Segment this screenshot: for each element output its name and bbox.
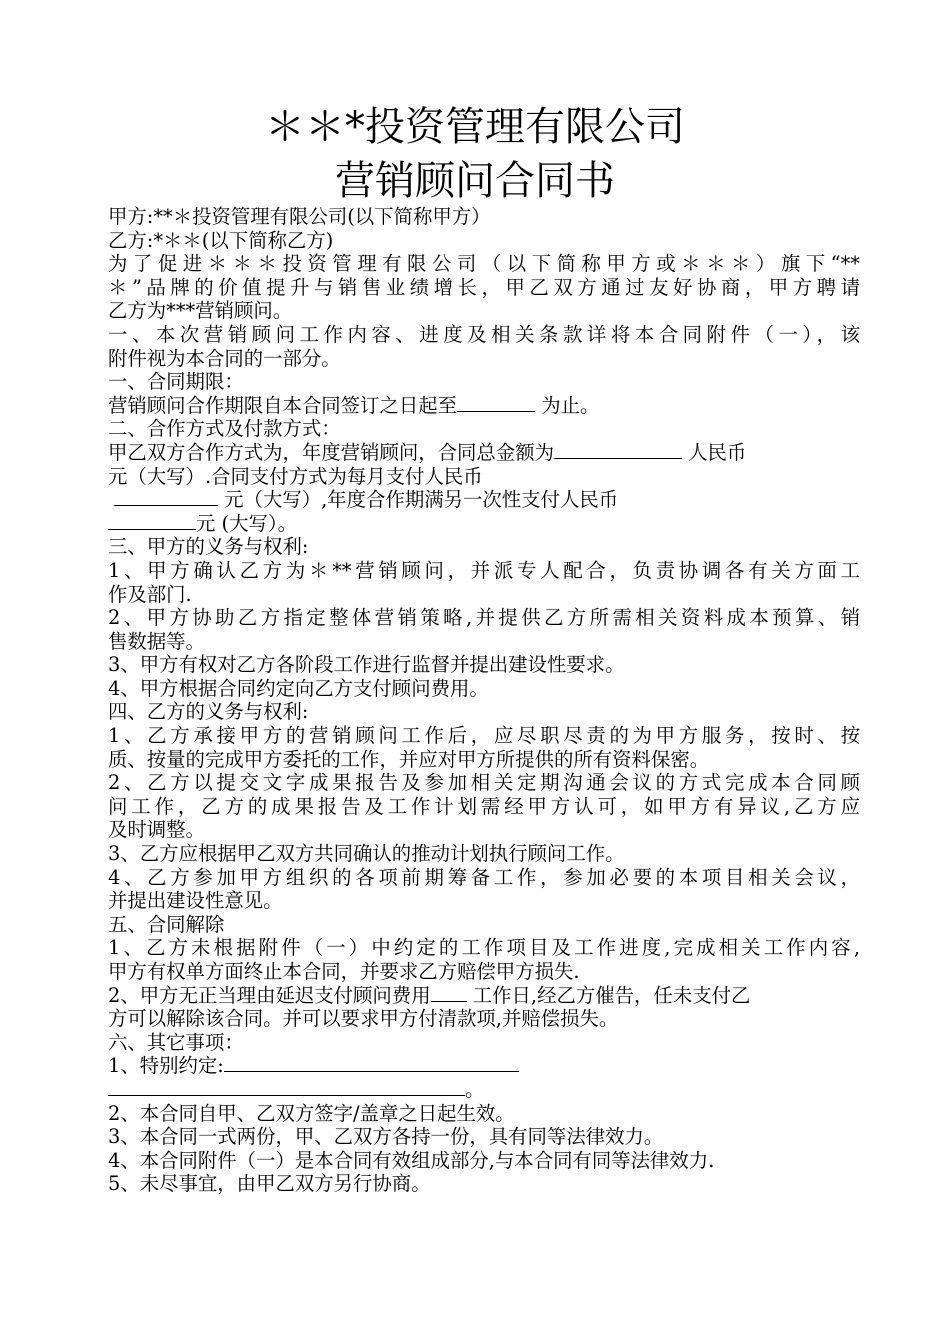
other-heading: 六、其它事项： (108, 1030, 244, 1054)
preamble-line: 乙方为***营销顾问。 (108, 299, 293, 323)
party-b-duty-line: 1、乙方承接甲方的营销顾问工作后，应尽职尽责的为甲方服务，按时、按 (108, 724, 860, 748)
term-heading: 一、合同期限： (108, 370, 244, 394)
payment-line (108, 488, 860, 512)
payment-text: 甲乙双方合作方式为，年度营销顾问，合同总金额为 (108, 440, 554, 464)
party-a-duty-line: 2、甲方协助乙方指定整体营销策略,并提供乙方所需相关资料成本预算、销 (108, 606, 860, 630)
contract-title: 营销顾问合同书 (335, 158, 615, 204)
party-a-duty-line: 1、甲方确认乙方为＊**营销顾问，并派专人配合，负责协调各有关方面工 (108, 558, 860, 582)
party-b-duty-line: 3、乙方应根据甲乙双方共同确认的推动计划执行顾问工作。 (108, 842, 625, 866)
payment-heading: 二、合作方式及付款方式： (108, 417, 341, 441)
term-text-end: 为止。 (535, 393, 600, 417)
monthly-amount-blank (114, 488, 218, 506)
party-a-duties-heading: 三、甲方的义务与权利: (108, 535, 309, 559)
special-agreement-blank (224, 1054, 519, 1072)
payment-text: 元 (大写）。 (196, 511, 297, 535)
other-item-line: 3、本合同一式两份，甲、乙双方各持一份，具有同等法律效力。 (108, 1125, 664, 1149)
other-item-line: 2、本合同自甲、乙双方签字/盖章之日起生效。 (108, 1101, 515, 1125)
party-a-duty-line: 3、甲方有权对乙方各阶段工作进行监督并提出建设性要求。 (108, 653, 625, 677)
special-agreement-line (108, 1054, 860, 1078)
intro-clause-line: 一、本次营销顾问工作内容、进度及相关条款详将本合同附件（一），该 (108, 322, 860, 346)
termination-line: 甲方有权单方面终止本合同，并要求乙方赔偿甲方损失. (108, 960, 580, 983)
special-agreement-blank (108, 1078, 465, 1096)
payment-line (108, 441, 860, 465)
total-amount-blank (554, 441, 682, 459)
termination-line: 1、乙方未根据附件（一）中约定的工作项目及工作进度,完成相关工作内容, (108, 936, 860, 960)
termination-text: 2、甲方无正当理由延迟支付顾问费用 (108, 983, 431, 1007)
party-b-duty-line: 及时调整。 (108, 818, 205, 842)
party-b-line: 乙方:*＊＊(以下简称乙方) (108, 228, 334, 252)
party-b-duty-line: 质、按量的完成甲方委托的工作，并应对甲方所提供的所有资料保密。 (108, 747, 710, 771)
party-a-line: 甲方:**＊投资管理有限公司(以下简称甲方） (108, 205, 491, 228)
payment-text: 元（大写）,年度合作期满另一次性支付人民币 (218, 488, 619, 512)
termination-text: 工作日,经乙方催告，任未支付乙 (466, 983, 751, 1007)
term-text: 营销顾问合作期限自本合同签订之日起至 (108, 393, 458, 417)
payment-line (108, 512, 860, 536)
intro-clause-line: 附件视为本合同的一部分。 (108, 346, 341, 370)
party-a-duty-line: 4、甲方根据合同约定向乙方支付顾问费用。 (108, 676, 489, 700)
payment-line: 元（大写）.合同支付方式为每月支付人民币 (108, 464, 483, 488)
term-end-date-blank (457, 394, 535, 412)
party-b-duty-line: 4、乙方参加甲方组织的各项前期筹备工作，参加必要的本项目相关会议， (108, 865, 860, 889)
company-title: ＊＊*投资管理有限公司 (265, 104, 685, 150)
contract-body (108, 205, 860, 1196)
party-b-duty-line: 并提出建设性意见。 (108, 889, 283, 913)
special-agreement-label: 1、特别约定: (108, 1054, 224, 1078)
party-b-duties-heading: 四、乙方的义务与权利: (108, 700, 309, 724)
delay-days-blank (431, 984, 467, 1002)
termination-line (108, 984, 860, 1008)
other-item-line: 4、本合同附件（一）是本合同有效组成部分,与本合同有同等法律效力. (108, 1148, 715, 1172)
term-line (108, 394, 860, 418)
preamble-line: 为了促进＊＊＊投资管理有限公司（以下简称甲方或＊＊＊）旗下“** (108, 252, 860, 276)
special-agreement-end: 。 (465, 1077, 485, 1101)
special-agreement-line (108, 1078, 860, 1102)
party-b-duty-line: 2、乙方以提交文字成果报告及参加相关定期沟通会议的方式完成本合同顾 (108, 771, 860, 795)
party-a-duty-line: 作及部门. (108, 582, 192, 606)
termination-line: 方可以解除该合同。并可以要求甲方付清款项,并赔偿损失。 (108, 1007, 619, 1031)
payment-text: 人民币 (681, 440, 747, 464)
preamble-line: ＊”品牌的价值提升与销售业绩增长，甲乙双方通过友好协商，甲方聘请 (108, 275, 860, 299)
party-b-duty-line: 问工作，乙方的成果报告及工作计划需经甲方认可，如甲方有异议,乙方应 (108, 794, 860, 818)
final-amount-blank (108, 512, 196, 530)
other-item-line: 5、未尽事宜，由甲乙双方另行协商。 (108, 1172, 431, 1196)
termination-heading: 五、合同解除 (108, 912, 225, 936)
party-a-duty-line: 售数据等。 (108, 629, 205, 653)
